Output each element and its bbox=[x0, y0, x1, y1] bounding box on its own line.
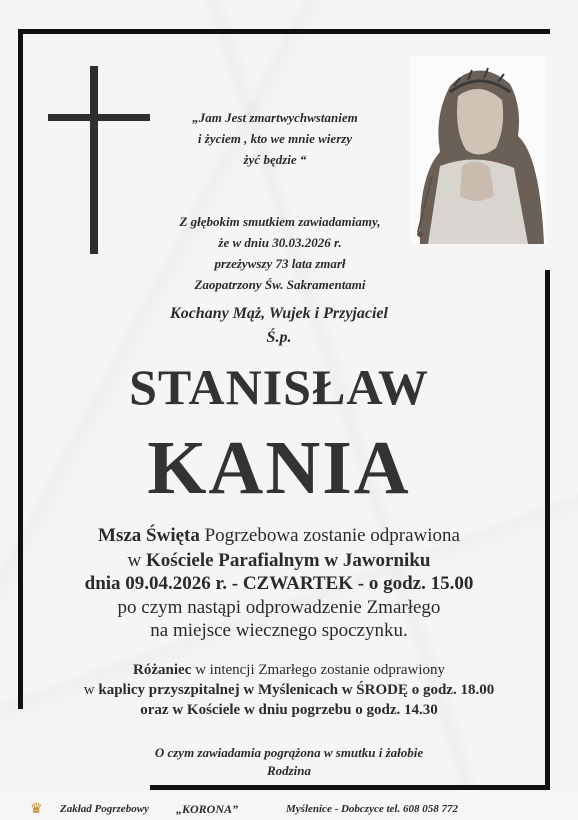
mass-line-1 bbox=[0, 524, 568, 547]
mass-text: w bbox=[127, 550, 147, 571]
closing-line-2: Rodzina bbox=[266, 763, 312, 778]
footer-address: Myślenice - Dobczyce tel. 608 058 772 bbox=[286, 803, 458, 815]
quote-line: żyć będzie “ bbox=[243, 152, 307, 167]
intro-line: Zaopatrzony Św. Sakramentami bbox=[194, 277, 366, 292]
intro-line: Z głębokim smutkiem zawiadamiamy, bbox=[179, 214, 381, 229]
top-frame-bar bbox=[18, 29, 550, 34]
announcement-intro bbox=[145, 211, 415, 295]
rosary-text: w intencji Zmarłego zostanie odprawiony bbox=[191, 662, 445, 678]
intro-line: przeżywszy 73 lata zmarł bbox=[214, 256, 346, 271]
mass-line-3 bbox=[0, 572, 568, 595]
footer-company-name: „KORONA” bbox=[176, 802, 239, 816]
sp-abbreviation: Ś.p. bbox=[266, 329, 292, 346]
praying-jesus-image bbox=[410, 56, 546, 244]
deceased-first-name: STANISŁAW bbox=[129, 359, 429, 415]
funeral-home-footer bbox=[0, 803, 578, 820]
rosary-line-3: oraz w Kościele w dniu pogrzebu o godz. 14.30 bbox=[140, 702, 438, 718]
rosary-text: w bbox=[83, 682, 99, 698]
quote-line: „Jam Jest zmartwychwstaniem bbox=[192, 110, 358, 125]
bible-quote bbox=[145, 107, 405, 170]
footer-company-prefix: Zakład Pogrzebowy bbox=[60, 803, 149, 815]
mass-line-2 bbox=[0, 549, 568, 572]
mass-line-5: na miejsce wiecznego spoczynku. bbox=[150, 620, 408, 641]
cross-icon-bar bbox=[48, 114, 150, 121]
rosary-line-1 bbox=[0, 660, 578, 680]
cross-icon bbox=[90, 66, 98, 254]
quote-line: i życiem , kto we mnie wierzy bbox=[197, 131, 353, 146]
closing-line-1: O czym zawiadamia pogrążona w smutku i żałobie bbox=[154, 745, 424, 760]
mass-text: Pogrzebowa zostanie odprawiona bbox=[199, 525, 460, 546]
rosary-label: Różaniec bbox=[132, 662, 192, 678]
mass-date: dnia 09.04.2026 r. - CZWARTEK - o godz. 15.00 bbox=[84, 573, 474, 594]
bottom-frame-bar bbox=[150, 785, 550, 790]
relation-text: Kochany Mąż, Wujek i Przyjaciel bbox=[170, 305, 388, 322]
deceased-last-name: KANIA bbox=[147, 426, 411, 510]
crown-icon: ♛ bbox=[30, 802, 43, 817]
mass-label: Msza Święta bbox=[98, 525, 200, 546]
mass-line-4: po czym nastąpi odprowadzenie Zmarłego bbox=[117, 597, 441, 618]
intro-line: że w dniu 30.03.2026 r. bbox=[218, 235, 342, 250]
church-name: Kościele Parafialnym w Jaworniku bbox=[146, 550, 431, 571]
rosary-line-2 bbox=[0, 680, 578, 700]
rosary-chapel: kaplicy przyszpitalnej w Myślenicach w ŚRODĘ o godz. 18.00 bbox=[98, 682, 495, 698]
